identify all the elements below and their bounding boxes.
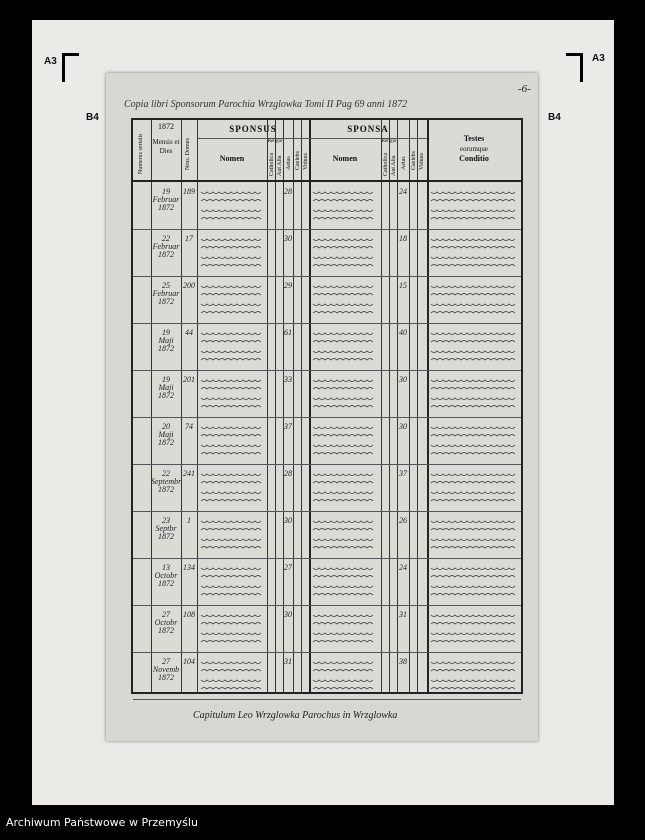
entry-house-number: 17 xyxy=(185,235,193,243)
handwriting-testes xyxy=(429,374,519,412)
entry-age-sponsa: 26 xyxy=(399,517,407,525)
table-row-divider xyxy=(133,370,521,371)
handwriting-sponsus xyxy=(199,280,265,318)
entry-date: 19 Maji 1872 xyxy=(158,376,174,400)
header-viduus-m: Viduus xyxy=(303,153,309,170)
header-autalia-f: Aut Alia xyxy=(391,155,397,176)
handwriting-sponsus xyxy=(199,233,265,271)
header-religio-sponsa: Religio xyxy=(381,139,397,144)
handwriting-sponsa xyxy=(311,186,379,224)
entry-age-sponsus: 28 xyxy=(284,188,292,196)
entry-house-number: 241 xyxy=(183,470,195,478)
entry-age-sponsa: 30 xyxy=(399,423,407,431)
entry-house-number: 74 xyxy=(185,423,193,431)
header-catholica-f: Catholica xyxy=(383,153,389,176)
table-row-divider xyxy=(133,605,521,606)
document-sheet xyxy=(106,73,538,741)
handwriting-sponsa xyxy=(311,656,379,694)
handwriting-testes xyxy=(429,515,519,553)
entry-age-sponsus: 30 xyxy=(284,517,292,525)
header-viduus-f: Viduus xyxy=(419,153,425,170)
handwriting-sponsa xyxy=(311,468,379,506)
entry-age-sponsa: 15 xyxy=(399,282,407,290)
entry-house-number: 201 xyxy=(183,376,195,384)
handwriting-sponsus xyxy=(199,656,265,694)
table-row-divider xyxy=(133,417,521,418)
handwriting-testes xyxy=(429,280,519,318)
entry-house-number: 1 xyxy=(187,517,191,525)
entry-age-sponsus: 28 xyxy=(284,470,292,478)
entry-age-sponsus: 31 xyxy=(284,658,292,666)
entry-age-sponsus: 61 xyxy=(284,329,292,337)
handwriting-sponsus xyxy=(199,421,265,459)
handwriting-testes xyxy=(429,421,519,459)
table-row-divider xyxy=(133,699,521,700)
archive-label: Archiwum Państwowe w Przemyślu xyxy=(6,816,198,829)
header-year: 1872 xyxy=(158,122,174,131)
entry-date: 27 Novemb 1872 xyxy=(152,658,180,682)
handwriting-sponsa xyxy=(311,233,379,271)
entry-age-sponsus: 37 xyxy=(284,423,292,431)
handwriting-testes xyxy=(429,327,519,365)
header-sponsa: SPONSA xyxy=(347,124,389,134)
handwriting-sponsa xyxy=(311,515,379,553)
entry-house-number: 44 xyxy=(185,329,193,337)
handwriting-sponsa xyxy=(311,280,379,318)
handwriting-sponsus xyxy=(199,515,265,553)
entry-age-sponsus: 33 xyxy=(284,376,292,384)
entry-date: 20 Maji 1872 xyxy=(158,423,174,447)
crop-mark-right xyxy=(566,53,583,82)
header-autalia-m: Aut Alia xyxy=(277,155,283,176)
table-row-divider xyxy=(133,323,521,324)
header-testes: Testes eorumque Conditio xyxy=(459,134,489,163)
entry-age-sponsa: 38 xyxy=(399,658,407,666)
entry-age-sponsa: 24 xyxy=(399,564,407,572)
handwriting-testes xyxy=(429,233,519,271)
entry-age-sponsus: 30 xyxy=(284,611,292,619)
page-number: -6- xyxy=(518,83,531,95)
entry-age-sponsa: 24 xyxy=(399,188,407,196)
header-religio-sponsus: Religio xyxy=(267,139,283,144)
header-numerus: Numerus serialis xyxy=(138,133,144,174)
entry-age-sponsus: 27 xyxy=(284,564,292,572)
handwriting-sponsus xyxy=(199,468,265,506)
handwriting-sponsa xyxy=(311,327,379,365)
handwriting-testes xyxy=(429,656,519,694)
marker-b4-left: B4 xyxy=(86,112,99,123)
crop-mark-left xyxy=(62,53,79,82)
table-row-divider xyxy=(133,229,521,230)
handwriting-sponsa xyxy=(311,374,379,412)
handwriting-sponsa xyxy=(311,421,379,459)
entry-house-number: 200 xyxy=(183,282,195,290)
handwriting-sponsus xyxy=(199,562,265,600)
entry-house-number: 108 xyxy=(183,611,195,619)
entry-date: 19 Februar 1872 xyxy=(152,188,180,212)
marker-a3-left: A3 xyxy=(44,56,57,67)
entry-date: 23 Septbr 1872 xyxy=(155,517,177,541)
entry-date: 27 Octobr 1872 xyxy=(154,611,178,635)
entry-date: 13 Octobr 1872 xyxy=(154,564,178,588)
handwriting-testes xyxy=(429,609,519,647)
handwriting-testes xyxy=(429,562,519,600)
entry-age-sponsus: 30 xyxy=(284,235,292,243)
handwriting-sponsa xyxy=(311,609,379,647)
entry-house-number: 134 xyxy=(183,564,195,572)
entry-date: 22 Septembr 1872 xyxy=(151,470,181,494)
marker-a3-right: A3 xyxy=(592,53,605,64)
entry-age-sponsus: 29 xyxy=(284,282,292,290)
register-table xyxy=(131,118,523,721)
entry-age-sponsa: 31 xyxy=(399,611,407,619)
header-line: Copia libri Sponsorum Parochia Wrzglowka Tomi II Pag 69 anni 1872 xyxy=(124,99,408,110)
entry-date: 19 Maji 1872 xyxy=(158,329,174,353)
handwriting-testes xyxy=(429,468,519,506)
header-catholica-m: Catholica xyxy=(269,153,275,176)
header-nomen-sponsa: Nomen xyxy=(332,154,358,163)
table-row-divider xyxy=(133,511,521,512)
table-row-divider xyxy=(133,276,521,277)
footer-signature: Capitulum Leo Wrzglowka Parochus in Wrzglowka xyxy=(193,710,398,721)
table-row-divider xyxy=(133,464,521,465)
handwriting-sponsus xyxy=(199,327,265,365)
handwriting-sponsus xyxy=(199,609,265,647)
header-sponsus: SPONSUS xyxy=(229,124,277,134)
entry-age-sponsa: 18 xyxy=(399,235,407,243)
handwriting-sponsus xyxy=(199,374,265,412)
header-month: Mensis et Dies xyxy=(152,138,180,155)
header-nomen-sponsus: Nomen xyxy=(219,154,245,163)
header-caelebs-f: Caelebs xyxy=(411,151,417,170)
header-aetas-f: Aetas xyxy=(401,156,407,170)
handwriting-sponsus xyxy=(199,186,265,224)
marker-b4-right: B4 xyxy=(548,112,561,123)
entry-date: 25 Februar 1872 xyxy=(152,282,180,306)
table-row-divider xyxy=(133,652,521,653)
entry-age-sponsa: 37 xyxy=(399,470,407,478)
handwriting-sponsa xyxy=(311,562,379,600)
header-caelebs-m: Caelebs xyxy=(295,151,301,170)
table-row-divider xyxy=(133,558,521,559)
header-house: Nrus. Domus xyxy=(185,137,191,170)
handwriting-testes xyxy=(429,186,519,224)
header-aetas-m: Aetas xyxy=(286,156,292,170)
entry-date: 22 Februar 1872 xyxy=(152,235,180,259)
entry-age-sponsa: 40 xyxy=(399,329,407,337)
entry-house-number: 189 xyxy=(183,188,195,196)
entry-house-number: 104 xyxy=(183,658,195,666)
entry-age-sponsa: 30 xyxy=(399,376,407,384)
